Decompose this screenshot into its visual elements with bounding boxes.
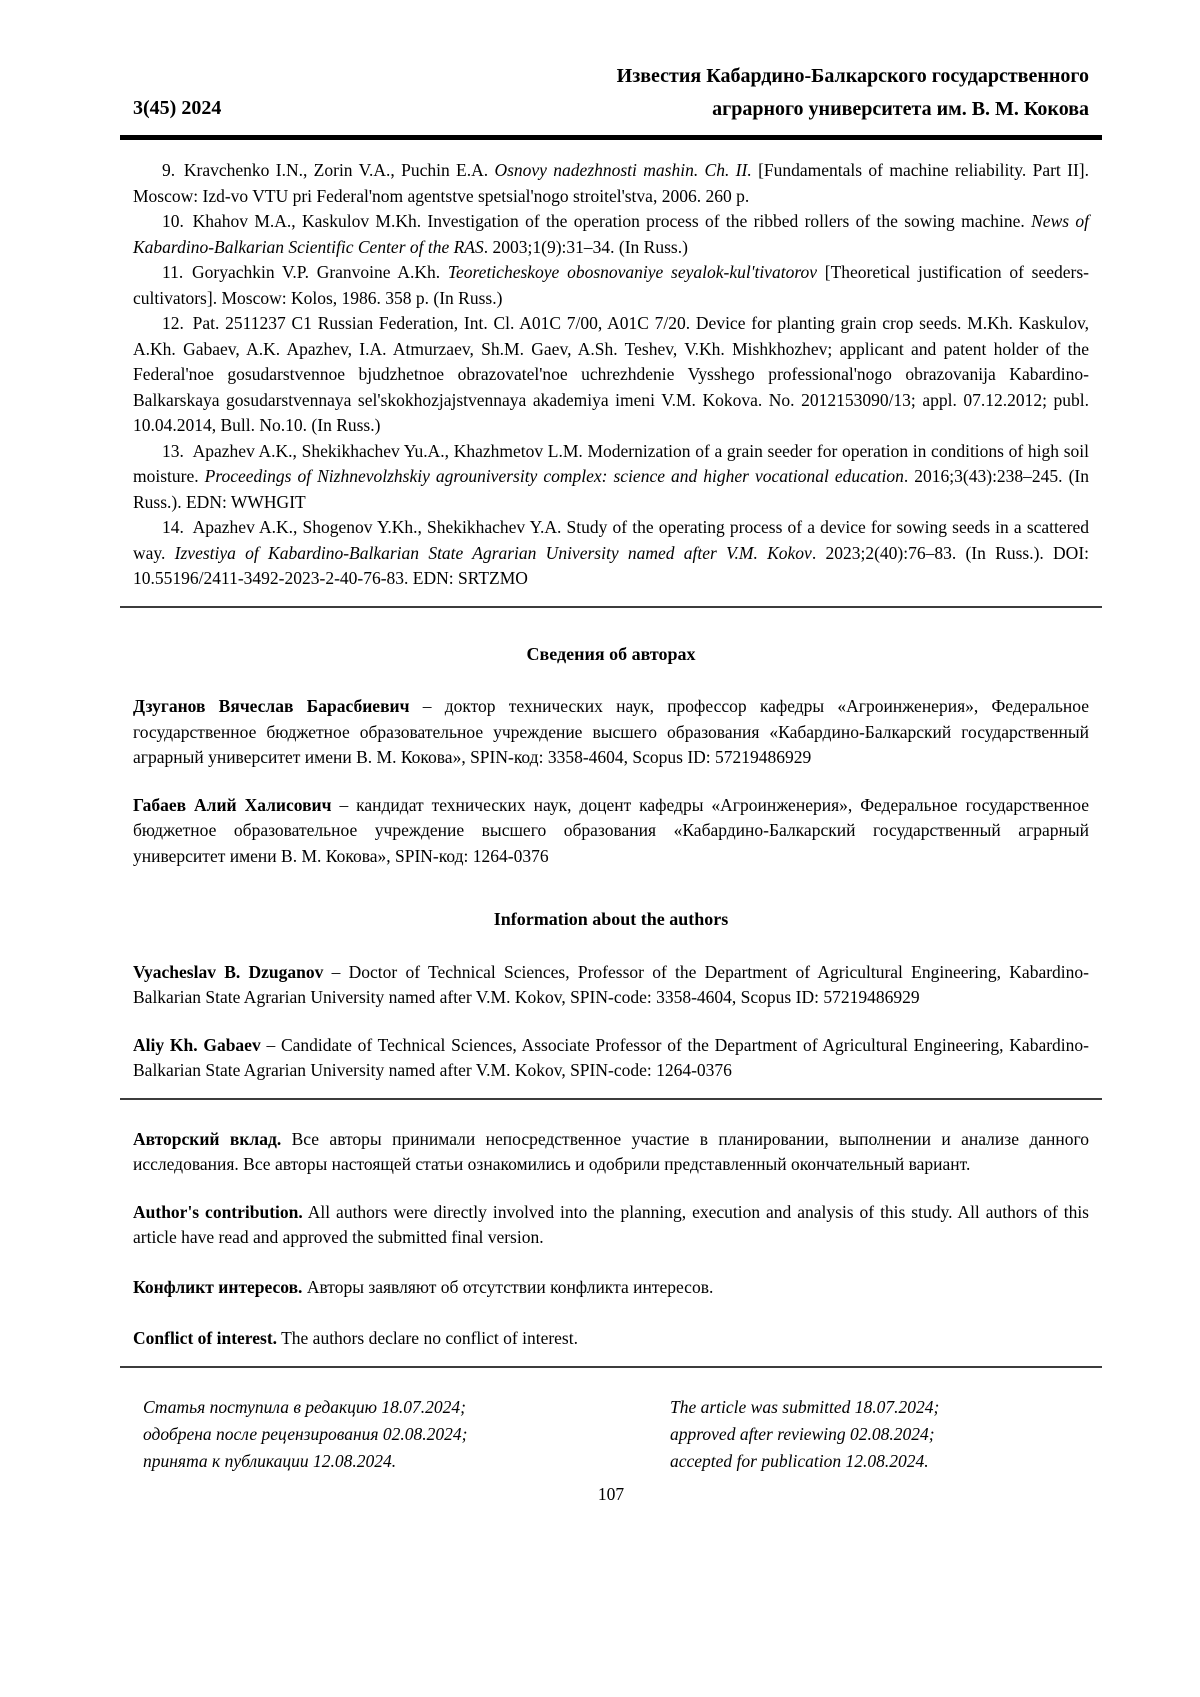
header-rule xyxy=(120,135,1102,140)
author-name: Габаев Алий Халисович xyxy=(133,794,332,815)
reference-item: 12. Pat. 2511237 C1 Russian Federation, Int. Cl. A01C 7/00, A01C 7/20. Device for planting grain crop seeds. M.Kh. Kaskulov, A.Kh. Gabaev, A.K. Apazhev, I.A. Atmurzaev, Sh.M. Gaev, A.Sh. Teshev, V.Kh. Mishkhozhev; applicant and patent holder of the Federal'noe gosudarstvennoe bjudzhetnoe obrazovatel'noe uchrezhdenie Vysshego professional'nogo obrazovanija Kabardino-Balkarskaya gosudarstvennaya sel'skokhozjajstvennaya akademiya imeni V.M. Kokova. No. 2012153090/13; appl. 07.12.2012; publ. 10.04.2014, Bull. No.10. (In Russ.) xyxy=(133,313,1089,435)
page-number: 107 xyxy=(597,1483,625,1504)
author-description: – Doctor of Technical Sciences, Professor of the Department of Agricultural Engineering, Kabardino-Balkarian State Agrarian University named after V.M. Kokov, SPIN-code: 3358-4604, Scopus ID: 57219486929 xyxy=(133,961,1089,1007)
references-list xyxy=(133,158,1089,592)
page-header xyxy=(133,60,1089,126)
statement-label: Конфликт интересов. xyxy=(133,1276,303,1297)
statement-conflict-ru xyxy=(133,1275,1089,1301)
author-name: Aliy Kh. Gabaev xyxy=(133,1034,261,1055)
journal-title-line1: Известия Кабардино-Балкарского государственного xyxy=(616,65,1089,87)
statement-text: Авторы заявляют об отсутствии конфликта интересов. xyxy=(302,1276,714,1297)
journal-title xyxy=(617,60,1089,126)
author-description: – кандидат технических наук, доцент кафедры «Агроинженерия», Федеральное государственное бюджетное образовательное учреждение высшего образования «Кабардино-Балкарский государственный аграрный университет имени В. М. Кокова», SPIN-код: 1264-0376 xyxy=(133,794,1089,866)
issue-number: 3(45) 2024 xyxy=(133,97,222,119)
statement-text: The authors declare no conflict of interest. xyxy=(277,1328,578,1348)
statement-author-contribution-ru xyxy=(133,1127,1089,1178)
footer-divider xyxy=(120,1366,1102,1368)
reference-item: 14. Apazhev A.K., Shogenov Y.Kh., Shekikhachev Y.A. Study of the operating process of a device for sowing seeds in a scattered way. Izvestiya of Kabardino-Balkarian State Agrarian University named after V.M. Kokov. 2023;2(40):76–83. (In Russ.). DOI: 10.55196/2411-3492-2023-2-40-76-83. EDN: SRTZMO xyxy=(133,517,1090,588)
authors-en-heading: Information about the authors xyxy=(493,909,729,929)
reference-item: 11. Goryachkin V.P. Granvoine A.Kh. Teoreticheskoye obosnovaniye seyalok-kul'tivatorov [Theoretical justification of seeders-cultivators]. Moscow: Kolos, 1986. 358 p. (In Russ.) xyxy=(133,262,1089,308)
author-entry-en xyxy=(133,960,1089,1011)
section-divider xyxy=(120,1098,1102,1100)
submitted-date-ru: Статья поступила в редакцию 18.07.2024; xyxy=(143,1396,466,1417)
statement-text: All authors were directly involved into the planning, execution and analysis of this study. All authors of this article have read and approved the submitted final version. xyxy=(133,1201,1089,1247)
submission-dates-ru xyxy=(143,1394,670,1475)
reference-item: 10. Khahov M.A., Kaskulov M.Kh. Investigation of the operation process of the ribbed rollers of the sowing machine. News of Kabardino-Balkarian Scientific Center of the RAS. 2003;1(9):31–34. (In Russ.) xyxy=(133,211,1089,257)
authors-ru-heading: Сведения об авторах xyxy=(526,643,696,664)
journal-title-line2: аграрного университета им. В. М. Кокова xyxy=(712,98,1089,120)
statement-author-contribution-en xyxy=(133,1200,1089,1251)
approved-date-ru: одобрена после рецензирования 02.08.2024; xyxy=(143,1423,468,1444)
section-divider xyxy=(120,606,1102,608)
approved-date-en: approved after reviewing 02.08.2024; xyxy=(670,1423,935,1444)
author-description: – Candidate of Technical Sciences, Associate Professor of the Department of Agricultural Engineering, Kabardino-Balkarian State Agrarian University named after V.M. Kokov, SPIN-code: 1264-0376 xyxy=(133,1034,1089,1080)
accepted-date-en: accepted for publication 12.08.2024. xyxy=(670,1450,929,1471)
reference-item: 13. Apazhev A.K., Shekikhachev Yu.A., Khazhmetov L.M. Modernization of a grain seeder for operation in conditions of high soil moisture. Proceedings of Nizhnevolzhskiy agrouniversity complex: science and higher vocational education. 2016;3(43):238–245. (In Russ.). EDN: WWHGIT xyxy=(133,440,1089,512)
submission-dates xyxy=(133,1394,1089,1475)
author-entry-ru xyxy=(133,694,1089,771)
reference-item: 9. Kravchenko I.N., Zorin V.A., Puchin E.A. Osnovy nadezhnosti mashin. Ch. II. [Fundamentals of machine reliability. Part II]. Moscow: Izd-vo VTU pri Federal'nom agentstve spetsial'nogo stroitel'stva, 2006. 260 p. xyxy=(133,160,1089,206)
author-name: Vyacheslav B. Dzuganov xyxy=(133,961,324,982)
statement-label: Conflict of interest. xyxy=(133,1328,278,1348)
accepted-date-ru: принята к публикации 12.08.2024. xyxy=(143,1450,397,1471)
author-name: Дзуганов Вячеслав Барасбиевич xyxy=(133,696,410,716)
submission-dates-en xyxy=(670,1394,1089,1475)
statement-conflict-en xyxy=(133,1326,1089,1352)
statement-label: Авторский вклад. xyxy=(133,1128,282,1149)
statement-label: Author's contribution. xyxy=(133,1201,303,1222)
submitted-date-en: The article was submitted 18.07.2024; xyxy=(670,1396,940,1417)
author-entry-ru xyxy=(133,793,1089,870)
author-description: – доктор технических наук, профессор кафедры «Агроинженерия», Федеральное государственное бюджетное образовательное учреждение высшего образования «Кабардино-Балкарский государственный аграрный университет имени В. М. Кокова», SPIN-код: 3358-4604, Scopus ID: 57219486929 xyxy=(133,696,1089,767)
author-entry-en xyxy=(133,1033,1089,1084)
statement-text: Все авторы принимали непосредственное участие в планировании, выполнении и анализе данного исследования. Все авторы настоящей статьи ознакомились и одобрили представленный окончательный вариант. xyxy=(133,1128,1089,1174)
